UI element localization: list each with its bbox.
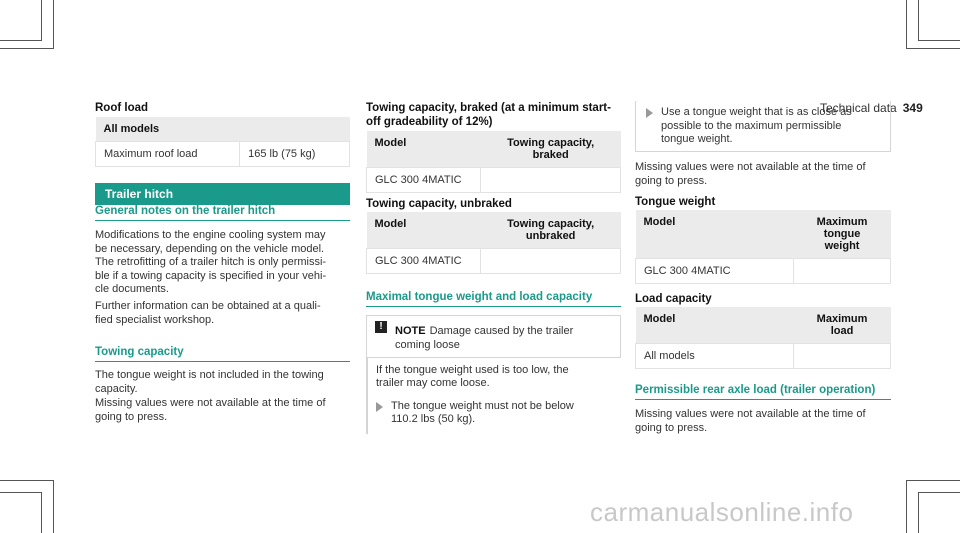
roof-load-title: Roof load [95,102,149,114]
crop-mark [0,492,42,493]
note-label: NOTE [395,325,426,337]
crop-mark [918,492,919,533]
note-text: coming loose [395,339,460,351]
header-line: unbraked [525,230,576,242]
crop-mark [906,480,960,481]
load-capacity-title: Load capacity [635,293,712,305]
text-line: Modifications to the engine cooling system may [95,229,326,241]
text-line: going to press. [635,174,708,187]
text-line: If the tongue weight used is too low, the [376,363,569,376]
note-header [366,315,621,358]
text-line: possible to the maximum permissible [661,119,842,132]
table-header: Model [367,131,481,168]
text-line: ble if a towing capacity is specified in your vehi- [95,269,327,282]
table-cell [481,249,621,274]
crop-mark [0,40,42,41]
table-header: Model [636,307,794,344]
text-line: fied specialist workshop. [95,313,215,326]
text-line: Missing values were not available at the time of [635,408,866,420]
table-header [481,212,621,249]
page-number: 349 [902,101,923,115]
table-header: Model [636,210,794,259]
text-line: The retrofitting of a trailer hitch is only permissi- [95,256,327,268]
crop-mark [41,0,42,40]
table-header [794,210,891,259]
braked-title [366,101,621,129]
table-row [367,249,621,274]
table-header: All models [96,117,350,142]
unbraked-title: Towing capacity, unbraked [366,198,512,210]
text-line: trailer may come loose. [376,377,490,389]
table-cell: GLC 300 4MATIC [367,249,481,274]
text-line: 110.2 lbs (50 kg). [391,413,476,425]
unbraked-table [366,212,621,274]
crop-mark [906,48,960,49]
table-cell: All models [636,344,794,369]
towing-capacity-para-2 [95,397,350,424]
text-line: cle documents. [95,283,169,295]
table-header [794,307,891,344]
text-line: Missing values were not available at the time of [635,161,866,173]
header-line: Towing capacity, [507,218,595,230]
table-cell: GLC 300 4MATIC [367,168,481,193]
tongue-weight-table [635,210,891,284]
roof-load-table [95,117,350,167]
load-capacity-table [635,307,891,369]
permissible-heading: Permissible rear axle load (trailer operation) [635,384,891,400]
header-line: braked [532,149,569,161]
text-line: going to press. [635,421,708,434]
crop-mark [906,480,907,533]
general-notes-heading: General notes on the trailer hitch [95,205,350,221]
table-cell [794,344,891,369]
text-line: The tongue weight is not included in the towing [95,369,324,381]
text-line: Further information can be obtained at a quali- [95,300,321,312]
text-line: Use a tongue weight that is as close as [661,106,852,118]
table-row [96,142,350,167]
crop-mark [41,492,42,533]
header-line: load [830,325,854,337]
general-notes-para-1 [95,229,350,297]
text-line: Missing values were not available at the time of [95,397,326,409]
braked-table [366,131,621,193]
table-cell: 165 lb (75 kg) [240,142,350,167]
crop-mark [0,48,54,49]
header-line: Maximum [816,216,868,228]
crop-mark [918,40,960,41]
crop-mark [918,0,919,40]
bullet-item [376,400,613,427]
bullet-box [635,101,891,152]
table-cell: Maximum roof load [96,142,240,167]
table-cell [794,259,891,284]
trailer-hitch-bar: Trailer hitch [95,183,350,205]
crop-mark [0,480,54,481]
towing-capacity-heading: Towing capacity [95,346,350,362]
note-text: Damage caused by the trailer [429,325,574,337]
crop-mark [53,480,54,533]
towing-capacity-para-1 [95,369,350,396]
header-line: tongue [823,228,861,240]
general-notes-para-2 [95,300,350,327]
table-row [636,344,891,369]
arrow-icon [376,402,383,412]
section-title: Technical data [820,101,897,115]
text-line: going to press. [95,410,168,423]
table-row [636,259,891,284]
header-line: Maximum [816,313,868,325]
table-cell: GLC 300 4MATIC [636,259,794,284]
table-header: Model [367,212,481,249]
missing-values-text [635,161,891,188]
bullet-item [636,101,890,147]
crop-mark [906,0,907,48]
permissible-text [635,408,891,435]
note-body [366,358,621,434]
maximal-heading: Maximal tongue weight and load capacity [366,291,621,307]
header-line: weight [824,240,860,252]
arrow-icon [646,108,653,118]
text-line: The tongue weight must not be below [391,399,574,412]
crop-mark [53,0,54,48]
crop-mark [918,492,960,493]
table-row [367,168,621,193]
table-header [481,131,621,168]
text-line: capacity. [95,382,138,395]
tongue-weight-title: Tongue weight [635,196,716,208]
warning-icon: ! [375,321,387,333]
table-cell [481,168,621,193]
text-line: tongue weight. [661,133,733,145]
watermark: carmanualsonline.info [590,497,854,527]
title-line: off gradeability of 12%) [366,116,493,128]
note-box [366,315,621,423]
header-line: Towing capacity, [507,137,595,149]
text-line: be necessary, depending on the vehicle model. [95,242,325,255]
title-line: Towing capacity, braked (at a minimum start- [366,102,611,114]
